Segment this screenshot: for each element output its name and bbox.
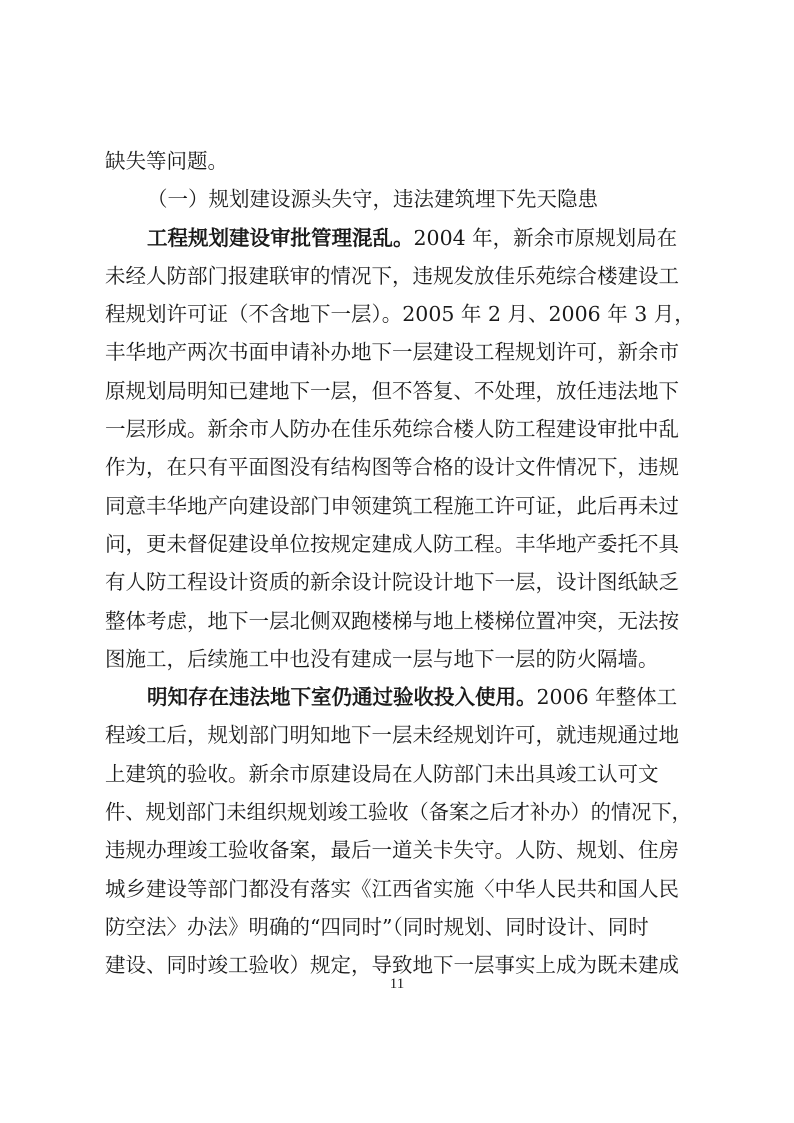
paragraph-line: 程竣工后，规划部门明知地下一层未经规划许可，就违规通过地 [105,723,679,748]
paragraph-line: 作为，在只有平面图没有结构图等合格的设计文件情况下，违规 [105,455,679,480]
paragraph-text: 2004 年，新余市原规划局在 [413,225,678,250]
paragraph-line: 城乡建设等部门都没有落实《江西省实施〈中华人民共和国人民 [105,876,679,901]
paragraph-line: 件、规划部门未组织规划竣工验收（备案之后才补办）的情况下， [105,800,692,825]
paragraph-line [105,219,695,257]
paragraph-line: 防空法〉办法》明确的“四同时”（同时规划、同时设计、同时 [105,914,649,939]
paragraph-line: 原规划局明知已建地下一层，但不答复、不处理，放任违法地下 [105,378,679,403]
paragraph-line: 上建筑的验收。新余市原建设局在人防部门未出具竣工认可文 [105,761,659,786]
page-number: 11 [389,976,405,992]
paragraph-lead: 明知存在违法地下室仍通过验收投入使用。 [147,685,537,710]
section-heading: （一）规划建设源头失守，违法建筑埋下先天隐患 [147,187,598,212]
paragraph-line: 建设、同时竣工验收）规定，导致地下一层事实上成为既未建成 [105,953,679,978]
paragraph-line: 未经人防部门报建联审的情况下，违规发放佳乐苑综合楼建设工 [105,263,679,288]
paragraph-line: 问，更未督促建设单位按规定建成人防工程。丰华地产委托不具 [105,531,679,556]
paragraph-text: 2006 年整体工 [536,685,678,710]
paragraph-lead: 工程规划建设审批管理混乱。 [147,225,414,250]
paragraph-line: 缺失等问题。 [105,149,228,173]
paragraph-line: 违规办理竣工验收备案，最后一道关卡失守。人防、规划、住房 [105,838,679,863]
body-text [105,142,695,985]
paragraph-line: 同意丰华地产向建设部门申领建筑工程施工许可证，此后再未过 [105,493,679,518]
paragraph-line: 整体考虑，地下一层北侧双跑楼梯与地上楼梯位置冲突，无法按 [105,608,679,633]
paragraph-line: 程规划许可证（不含地下一层）。2005 年 2 月、2006 年 3 月， [105,302,695,327]
paragraph-line: 丰华地产两次书面申请补办地下一层建设工程规划许可，新余市 [105,340,679,365]
paragraph-line: 一层形成。新余市人防办在佳乐苑综合楼人防工程建设审批中乱 [105,417,679,442]
paragraph-line: 有人防工程设计资质的新余设计院设计地下一层，设计图纸缺乏 [105,570,679,595]
paragraph-line [105,678,695,716]
paragraph-line: 图施工，后续施工中也没有建成一层与地下一层的防火隔墙。 [105,646,659,671]
